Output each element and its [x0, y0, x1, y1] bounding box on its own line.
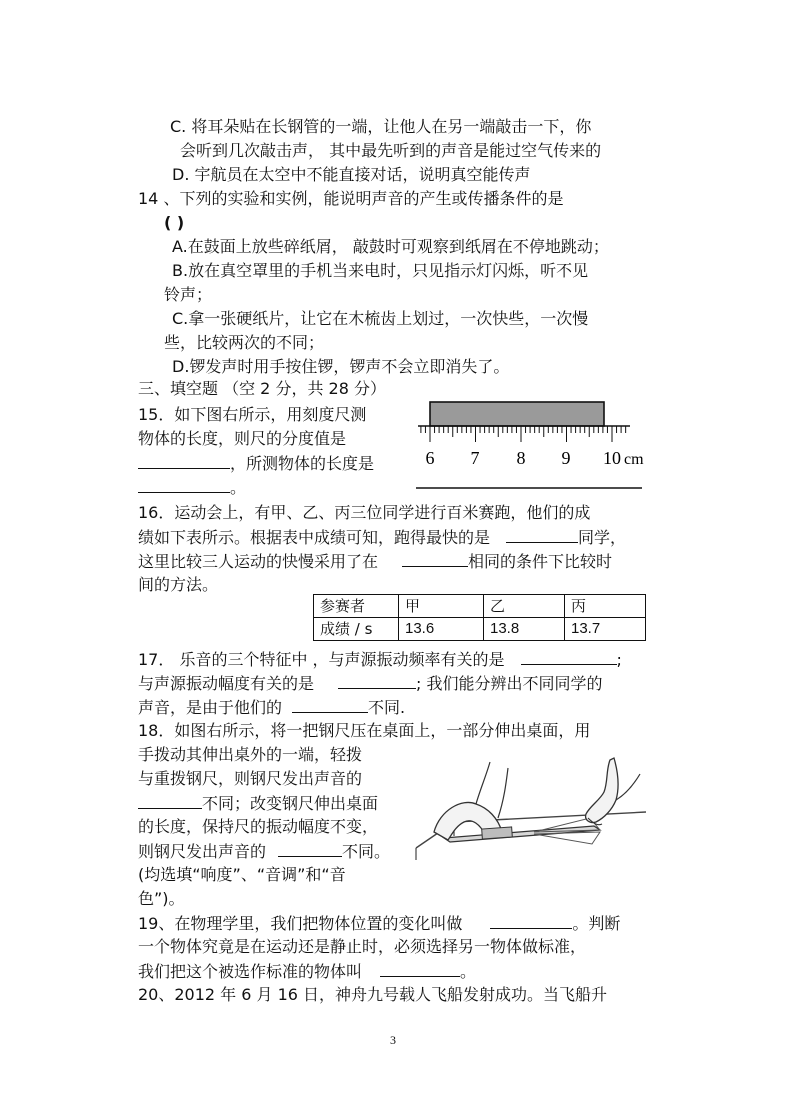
table-cell: 成绩 / s — [314, 618, 399, 641]
q17-line3: 声音，是由于他们的 不同. — [138, 698, 406, 717]
q18-line1: 18．如图右所示，将一把钢尺压在桌面上，一部分伸出桌面，用 — [138, 721, 591, 740]
q19-line1: 19、在物理学里，我们把物体位置的变化叫做 。判断 — [138, 914, 621, 933]
q15-line2: 物体的长度，则尺的分度值是 — [138, 429, 347, 448]
table-cell: 13.7 — [565, 618, 646, 641]
q19-line2: 一个物体究竟是在运动还是静止时，必须选择另一物体做标准， — [138, 937, 587, 956]
ruler-figure — [412, 396, 648, 492]
q18-line4: 不同；改变钢尺伸出桌面 — [138, 792, 378, 815]
q17-line1: 17． 乐音的三个特征中 ，与声源振动频率有关的是 ; — [138, 650, 622, 669]
q14-stem: 14 、下列的实验和实例，能说明声音的产生或传播条件的是 — [138, 189, 564, 208]
q16-blank-condition[interactable] — [402, 550, 468, 567]
page-number: 3 — [390, 1033, 396, 1047]
q14-answer-paren: ( ) — [164, 213, 185, 232]
q13-option-c-line2: 会听到几次敲击声， 其中最先听到的声音是能过空气传来的 — [180, 141, 602, 160]
steel-ruler-illustration — [414, 748, 646, 866]
q14-option-c-line2: 些，比较两次的不同； — [164, 333, 325, 352]
q15-blank-length[interactable] — [138, 476, 230, 493]
q19-blank-motion[interactable] — [490, 912, 572, 929]
section-heading: 三、填空题 （空 2 分，共 28 分） — [138, 379, 386, 398]
q18-line5: 的长度，保持尺的振动幅度不变， — [138, 817, 379, 836]
q15-line4: 。 — [138, 476, 246, 499]
q15-blank-division[interactable] — [138, 452, 230, 469]
q17-line2: 与声源振动幅度有关的是 ; 我们能分辨出不同同学的 — [138, 674, 603, 693]
steel-ruler — [444, 826, 600, 842]
ruler-labels — [426, 448, 645, 468]
ruler-label-9: 9 — [561, 448, 571, 468]
table-header-cell: 丙 — [565, 595, 646, 618]
q18-blank-1[interactable] — [138, 792, 202, 809]
ruler-ticks — [421, 426, 626, 442]
q14-option-b-line1: B.放在真空罩里的手机当来电时，只见指示灯闪烁，听不见 — [172, 261, 589, 280]
q18-line6: 则钢尺发出声音的 不同。 — [138, 842, 391, 861]
ruler-unit: cm — [624, 451, 644, 468]
table-row — [314, 618, 646, 641]
q16-line3: 这里比较三人运动的快慢采用了在 相同的条件下比较时 — [138, 552, 613, 571]
ruler-label-7: 7 — [470, 448, 480, 468]
q16-line2: 绩如下表所示。根据表中成绩可知，跑得最快的是 同学， — [138, 528, 627, 547]
table-cell: 13.8 — [484, 618, 565, 641]
q19-line3: 我们把这个被选作标准的物体叫 。 — [138, 962, 477, 981]
q18-line8: 色”)。 — [138, 889, 185, 908]
table-header-cell: 乙 — [484, 595, 565, 618]
q16-line4: 间的方法。 — [138, 575, 219, 594]
table-header-cell: 甲 — [399, 595, 484, 618]
q17-blank-amplitude[interactable] — [338, 672, 416, 689]
race-results-table — [313, 594, 646, 641]
q18-line2: 手拨动其伸出桌外的一端，轻拨 — [138, 745, 363, 764]
table-row — [314, 595, 646, 618]
q17-blank-frequency[interactable] — [521, 648, 617, 665]
ruler-label-10: 10 — [603, 448, 621, 468]
q18-line7: (均选填“响度”、“音调”和“音 — [138, 865, 346, 884]
table-header-cell: 参赛者 — [314, 595, 399, 618]
right-hand — [586, 758, 619, 823]
q20-line1: 20、2012 年 6 月 16 日，神舟九号载人飞船发射成功。当飞船升 — [138, 985, 608, 1004]
ruler-label-6: 6 — [425, 448, 435, 468]
q18-blank-2[interactable] — [278, 840, 342, 857]
q19-blank-reference[interactable] — [380, 960, 460, 977]
q14-option-b-line2: 铃声； — [164, 285, 213, 304]
q15-line1: 15．如下图右所示，用刻度尺测 — [138, 405, 367, 424]
q14-option-a: A.在鼓面上放些碎纸屑， 敲鼓时可观察到纸屑在不停地跳动； — [172, 237, 609, 256]
table-cell: 13.6 — [399, 618, 484, 641]
q18-line3: 与重拨钢尺，则钢尺发出声音的 — [138, 769, 363, 788]
q13-option-d: D. 宇航员在太空中不能直接对话，说明真空能传声 — [172, 165, 531, 184]
q16-blank-fastest[interactable] — [506, 526, 578, 543]
q15-line3: ，所测物体的长度是 — [138, 452, 374, 475]
q14-option-c-line1: C.拿一张硬纸片，让它在木梳齿上划过，一次快些，一次慢 — [172, 309, 589, 328]
measured-object — [430, 402, 604, 426]
q14-option-d: D.锣发声时用手按住锣，锣声不会立即消失了。 — [172, 357, 510, 376]
q17-blank-timbre[interactable] — [292, 696, 368, 713]
q13-option-c-line1: C. 将耳朵贴在长钢管的一端，让他人在另一端敲击一下，你 — [170, 117, 592, 136]
ruler-label-8: 8 — [516, 448, 526, 468]
q16-line1: 16．运动会上，有甲、乙、丙三位同学进行百米赛跑，他们的成 — [138, 503, 591, 522]
